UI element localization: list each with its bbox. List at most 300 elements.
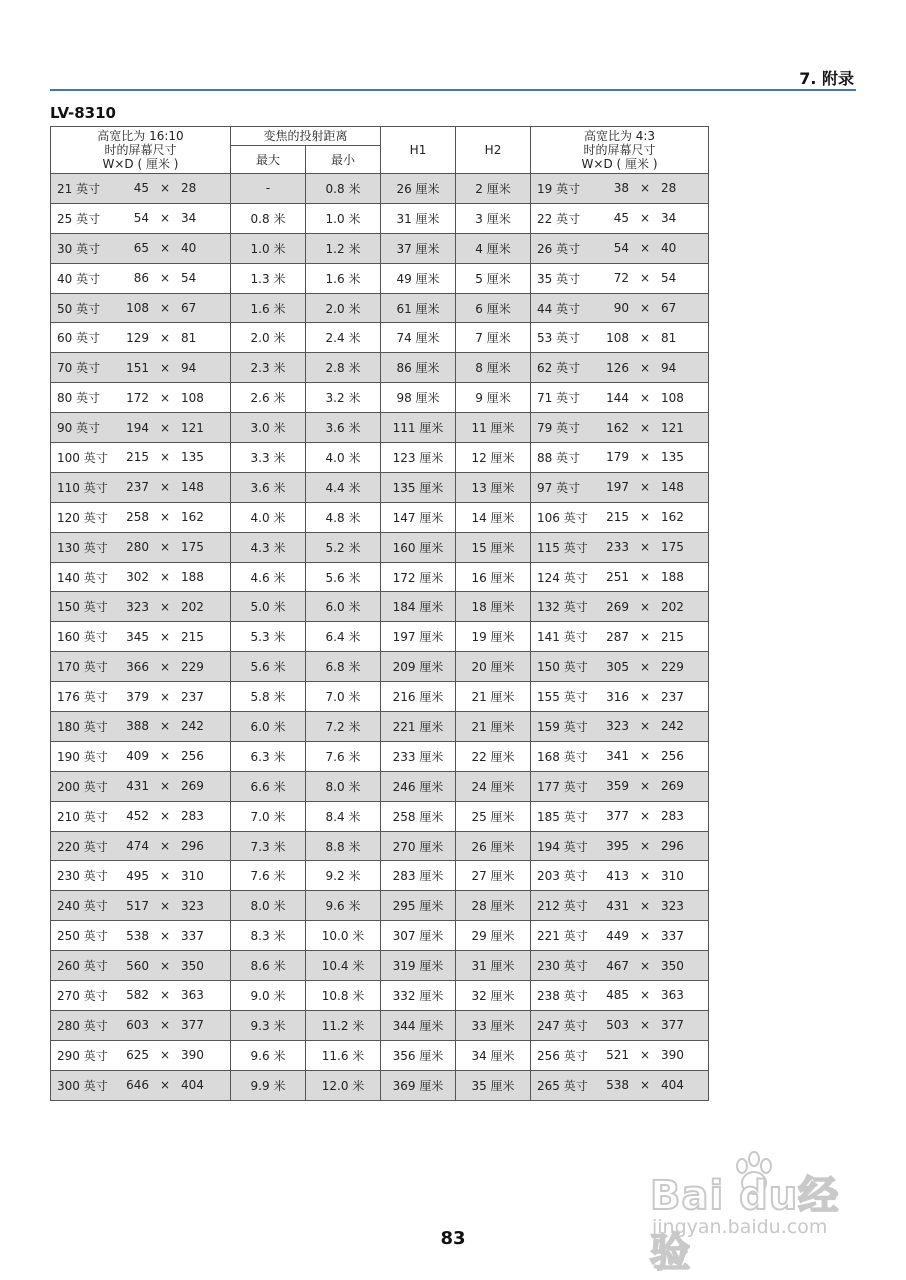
table-row — [51, 801, 709, 831]
h2-value: 19 厘米 — [456, 622, 531, 652]
table-row — [51, 981, 709, 1011]
zoom-max: 1.3 米 — [231, 263, 306, 293]
times-sign: × — [639, 330, 651, 345]
screen-depth: 67 — [181, 301, 197, 315]
screen-depth: 337 — [661, 928, 684, 943]
diagonal-size: 141 英寸 — [537, 630, 588, 645]
screen-depth: 215 — [661, 629, 684, 644]
zoom-max: 0.8 米 — [231, 203, 306, 233]
screen-size-16-10 — [51, 861, 231, 891]
table-row — [51, 472, 709, 502]
h1-value: 111 厘米 — [381, 413, 456, 443]
h1-value: 307 厘米 — [381, 921, 456, 951]
times-sign: × — [639, 450, 651, 465]
h2-value: 20 厘米 — [456, 652, 531, 682]
screen-size-16-10 — [51, 383, 231, 413]
header-zoom-distance: 变焦的投射距离 — [231, 127, 381, 146]
diagonal-size: 180 英寸 — [57, 719, 108, 734]
table-row — [51, 741, 709, 771]
times-sign: × — [639, 420, 651, 435]
h2-value: 5 厘米 — [456, 263, 531, 293]
screen-depth: 40 — [181, 241, 197, 256]
zoom-min: 7.6 米 — [306, 741, 381, 771]
screen-depth: 67 — [661, 301, 677, 315]
screen-size-16-10 — [51, 682, 231, 712]
times-sign: × — [159, 570, 171, 585]
zoom-max: 4.6 米 — [231, 562, 306, 592]
screen-width: 194 — [126, 420, 149, 435]
table-row — [51, 233, 709, 263]
diagonal-size: 190 英寸 — [57, 749, 108, 764]
zoom-max: 3.6 米 — [231, 472, 306, 502]
screen-depth: 390 — [661, 1048, 684, 1063]
screen-depth: 54 — [661, 271, 677, 286]
times-sign: × — [159, 420, 171, 435]
table-row — [51, 203, 709, 233]
zoom-min: 6.4 米 — [306, 622, 381, 652]
diagonal-size: 62 英寸 — [537, 361, 581, 376]
h1-value: 270 厘米 — [381, 831, 456, 861]
times-sign: × — [159, 450, 171, 465]
zoom-min: 1.6 米 — [306, 263, 381, 293]
h1-value: 31 厘米 — [381, 203, 456, 233]
times-sign: × — [639, 540, 651, 555]
screen-size-16-10 — [51, 771, 231, 801]
zoom-max: 1.0 米 — [231, 233, 306, 263]
h1-value: 147 厘米 — [381, 502, 456, 532]
screen-width: 90 — [613, 301, 630, 315]
screen-size-4-3 — [531, 771, 709, 801]
screen-size-4-3 — [531, 1010, 709, 1040]
screen-size-16-10 — [51, 174, 231, 204]
h1-value: 258 厘米 — [381, 801, 456, 831]
times-sign: × — [159, 181, 171, 196]
diagonal-size: 220 英寸 — [57, 839, 108, 854]
screen-size-16-10 — [51, 293, 231, 323]
header-h2: H2 — [456, 127, 531, 174]
screen-width: 215 — [126, 450, 149, 465]
times-sign: × — [159, 928, 171, 943]
table-row — [51, 323, 709, 353]
zoom-min: 8.8 米 — [306, 831, 381, 861]
screen-width: 269 — [606, 599, 630, 614]
screen-width: 388 — [126, 719, 149, 734]
screen-width: 72 — [613, 271, 630, 286]
screen-size-4-3 — [531, 1070, 709, 1100]
screen-size-4-3 — [531, 413, 709, 443]
times-sign: × — [159, 599, 171, 614]
screen-width: 215 — [606, 510, 630, 525]
zoom-max: 3.0 米 — [231, 413, 306, 443]
screen-depth: 323 — [661, 898, 684, 913]
h1-value: 184 厘米 — [381, 592, 456, 622]
times-sign: × — [159, 629, 171, 644]
zoom-min: 2.4 米 — [306, 323, 381, 353]
watermark-text: Bai du经验 — [650, 1173, 840, 1276]
h1-value: 221 厘米 — [381, 712, 456, 742]
model-title: LV-8310 — [50, 104, 116, 122]
screen-depth: 283 — [181, 809, 204, 824]
h2-value: 8 厘米 — [456, 353, 531, 383]
screen-width: 345 — [126, 629, 149, 644]
times-sign: × — [639, 988, 651, 1003]
screen-width: 452 — [126, 809, 149, 824]
zoom-max: 9.3 米 — [231, 1010, 306, 1040]
h1-value: 283 厘米 — [381, 861, 456, 891]
times-sign: × — [159, 360, 171, 375]
screen-width: 108 — [606, 330, 630, 345]
diagonal-size: 140 英寸 — [57, 570, 108, 585]
zoom-max: 2.3 米 — [231, 353, 306, 383]
diagonal-size: 212 英寸 — [537, 899, 588, 914]
times-sign: × — [159, 958, 171, 973]
h2-value: 2 厘米 — [456, 174, 531, 204]
screen-size-4-3 — [531, 891, 709, 921]
screen-depth: 121 — [661, 420, 684, 435]
h1-value: 61 厘米 — [381, 293, 456, 323]
zoom-min: 1.0 米 — [306, 203, 381, 233]
zoom-max: 7.3 米 — [231, 831, 306, 861]
times-sign: × — [159, 839, 171, 854]
h2-value: 28 厘米 — [456, 891, 531, 921]
diagonal-size: 106 英寸 — [537, 510, 588, 525]
zoom-min: 10.0 米 — [306, 921, 381, 951]
zoom-max: 3.3 米 — [231, 443, 306, 473]
screen-width: 560 — [126, 958, 149, 973]
screen-depth: 202 — [661, 599, 684, 614]
zoom-max: 5.6 米 — [231, 652, 306, 682]
diagonal-size: 80 英寸 — [57, 391, 101, 406]
h2-value: 29 厘米 — [456, 921, 531, 951]
screen-width: 603 — [126, 1018, 149, 1033]
times-sign: × — [159, 301, 171, 315]
diagonal-size: 22 英寸 — [537, 211, 581, 226]
zoom-min: 10.4 米 — [306, 951, 381, 981]
screen-width: 538 — [606, 1078, 630, 1093]
zoom-min: 10.8 米 — [306, 981, 381, 1011]
times-sign: × — [639, 599, 651, 614]
screen-width: 162 — [606, 420, 630, 435]
diagonal-size: 50 英寸 — [57, 301, 101, 316]
screen-width: 366 — [126, 659, 149, 674]
h2-value: 34 厘米 — [456, 1040, 531, 1070]
screen-width: 431 — [126, 779, 149, 794]
times-sign: × — [159, 809, 171, 824]
diagonal-size: 194 英寸 — [537, 839, 588, 854]
h1-value: 86 厘米 — [381, 353, 456, 383]
diagonal-size: 221 英寸 — [537, 929, 588, 944]
times-sign: × — [159, 1048, 171, 1063]
diagonal-size: 120 英寸 — [57, 510, 108, 525]
screen-size-4-3 — [531, 263, 709, 293]
times-sign: × — [159, 540, 171, 555]
table-row — [51, 891, 709, 921]
diagonal-size: 230 英寸 — [57, 869, 108, 884]
screen-depth: 256 — [181, 749, 204, 764]
screen-width: 431 — [606, 898, 630, 913]
screen-depth: 188 — [181, 570, 204, 585]
screen-size-16-10 — [51, 562, 231, 592]
times-sign: × — [159, 659, 171, 674]
times-sign: × — [159, 868, 171, 883]
h2-value: 3 厘米 — [456, 203, 531, 233]
screen-size-4-3 — [531, 353, 709, 383]
h1-value: 135 厘米 — [381, 472, 456, 502]
screen-size-4-3 — [531, 831, 709, 861]
h1-value: 26 厘米 — [381, 174, 456, 204]
zoom-min: 7.0 米 — [306, 682, 381, 712]
screen-width: 172 — [126, 390, 149, 405]
table-row — [51, 263, 709, 293]
screen-depth: 404 — [181, 1078, 204, 1093]
times-sign: × — [639, 659, 651, 674]
h2-value: 7 厘米 — [456, 323, 531, 353]
h2-value: 21 厘米 — [456, 682, 531, 712]
diagonal-size: 230 英寸 — [537, 959, 588, 974]
screen-depth: 162 — [661, 510, 684, 525]
zoom-min: 4.0 米 — [306, 443, 381, 473]
screen-depth: 54 — [181, 271, 197, 286]
zoom-min: 3.2 米 — [306, 383, 381, 413]
diagonal-size: 170 英寸 — [57, 660, 108, 675]
times-sign: × — [639, 510, 651, 525]
zoom-min: 12.0 米 — [306, 1070, 381, 1100]
table-row — [51, 293, 709, 323]
table-row — [51, 174, 709, 204]
diagonal-size: 155 英寸 — [537, 690, 588, 705]
zoom-max: 7.6 米 — [231, 861, 306, 891]
screen-depth: 81 — [661, 330, 677, 345]
screen-depth: 310 — [181, 868, 204, 883]
chapter-title: 7. 附录 — [799, 69, 854, 88]
screen-width: 45 — [133, 181, 149, 196]
h2-value: 9 厘米 — [456, 383, 531, 413]
diagonal-size: 177 英寸 — [537, 779, 588, 794]
screen-depth: 404 — [661, 1078, 684, 1093]
zoom-max: 9.9 米 — [231, 1070, 306, 1100]
screen-size-4-3 — [531, 233, 709, 263]
screen-depth: 94 — [661, 360, 677, 375]
screen-depth: 108 — [181, 390, 204, 405]
table-row — [51, 652, 709, 682]
screen-size-16-10 — [51, 592, 231, 622]
diagonal-size: 247 英寸 — [537, 1018, 588, 1033]
h1-value: 37 厘米 — [381, 233, 456, 263]
diagonal-size: 35 英寸 — [537, 271, 581, 286]
h1-value: 172 厘米 — [381, 562, 456, 592]
screen-depth: 363 — [661, 988, 684, 1003]
screen-size-4-3 — [531, 1040, 709, 1070]
screen-depth: 148 — [661, 480, 684, 495]
screen-width: 233 — [606, 540, 630, 555]
screen-size-4-3 — [531, 981, 709, 1011]
h2-value: 18 厘米 — [456, 592, 531, 622]
zoom-max: 8.0 米 — [231, 891, 306, 921]
times-sign: × — [639, 868, 651, 883]
times-sign: × — [159, 1018, 171, 1033]
diagonal-size: 270 英寸 — [57, 988, 108, 1003]
times-sign: × — [159, 241, 171, 256]
screen-size-16-10 — [51, 263, 231, 293]
screen-depth: 269 — [661, 779, 684, 794]
times-sign: × — [639, 390, 651, 405]
screen-width: 54 — [613, 241, 630, 256]
screen-size-16-10 — [51, 1070, 231, 1100]
table-row — [51, 1010, 709, 1040]
h1-value: 246 厘米 — [381, 771, 456, 801]
screen-width: 302 — [126, 570, 149, 585]
table-row — [51, 443, 709, 473]
screen-depth: 121 — [181, 420, 204, 435]
diagonal-size: 210 英寸 — [57, 809, 108, 824]
screen-width: 86 — [133, 271, 149, 286]
diagonal-size: 130 英寸 — [57, 540, 108, 555]
times-sign: × — [639, 928, 651, 943]
table-row — [51, 562, 709, 592]
zoom-min: 11.6 米 — [306, 1040, 381, 1070]
screen-depth: 202 — [181, 599, 204, 614]
screen-depth: 237 — [661, 689, 684, 704]
zoom-max: 9.6 米 — [231, 1040, 306, 1070]
zoom-max: 1.6 米 — [231, 293, 306, 323]
screen-size-4-3 — [531, 532, 709, 562]
screen-width: 538 — [126, 928, 149, 943]
times-sign: × — [639, 181, 651, 196]
screen-size-16-10 — [51, 891, 231, 921]
times-sign: × — [639, 958, 651, 973]
screen-depth: 175 — [181, 540, 204, 555]
times-sign: × — [639, 689, 651, 704]
screen-depth: 296 — [661, 839, 684, 854]
header-min: 最小 — [306, 146, 381, 174]
h2-value: 31 厘米 — [456, 951, 531, 981]
screen-depth: 28 — [181, 181, 197, 196]
screen-width: 197 — [606, 480, 630, 495]
diagonal-size: 97 英寸 — [537, 480, 581, 495]
zoom-min: 5.6 米 — [306, 562, 381, 592]
diagonal-size: 88 英寸 — [537, 450, 581, 465]
diagonal-size: 40 英寸 — [57, 271, 101, 286]
screen-size-16-10 — [51, 532, 231, 562]
zoom-max: 8.6 米 — [231, 951, 306, 981]
screen-width: 126 — [606, 360, 630, 375]
times-sign: × — [159, 898, 171, 913]
header-max: 最大 — [231, 146, 306, 174]
diagonal-size: 238 英寸 — [537, 988, 588, 1003]
screen-width: 151 — [126, 360, 149, 375]
table-row — [51, 861, 709, 891]
screen-size-4-3 — [531, 622, 709, 652]
screen-size-16-10 — [51, 981, 231, 1011]
screen-width: 38 — [613, 181, 630, 196]
diagonal-size: 240 英寸 — [57, 899, 108, 914]
screen-depth: 229 — [661, 659, 684, 674]
screen-depth: 323 — [181, 898, 204, 913]
diagonal-size: 160 英寸 — [57, 630, 108, 645]
h1-value: 356 厘米 — [381, 1040, 456, 1070]
screen-width: 287 — [606, 629, 630, 644]
times-sign: × — [639, 1018, 651, 1033]
screen-depth: 94 — [181, 360, 197, 375]
h2-value: 16 厘米 — [456, 562, 531, 592]
diagonal-size: 21 英寸 — [57, 181, 101, 196]
table-row — [51, 712, 709, 742]
screen-depth: 337 — [181, 928, 204, 943]
table-row — [51, 592, 709, 622]
screen-depth: 215 — [181, 629, 204, 644]
diagonal-size: 90 英寸 — [57, 421, 101, 436]
h1-value: 332 厘米 — [381, 981, 456, 1011]
screen-depth: 377 — [661, 1018, 684, 1033]
zoom-min: 5.2 米 — [306, 532, 381, 562]
zoom-max: 5.3 米 — [231, 622, 306, 652]
screen-depth: 296 — [181, 839, 204, 854]
zoom-min: 3.6 米 — [306, 413, 381, 443]
screen-width: 395 — [606, 839, 630, 854]
times-sign: × — [639, 839, 651, 854]
screen-depth: 108 — [661, 390, 684, 405]
screen-size-16-10 — [51, 413, 231, 443]
h2-value: 22 厘米 — [456, 741, 531, 771]
table-row — [51, 622, 709, 652]
h1-value: 74 厘米 — [381, 323, 456, 353]
screen-size-16-10 — [51, 502, 231, 532]
h1-value: 319 厘米 — [381, 951, 456, 981]
screen-depth: 148 — [181, 480, 204, 495]
screen-width: 65 — [133, 241, 149, 256]
screen-depth: 34 — [181, 211, 197, 226]
diagonal-size: 19 英寸 — [537, 181, 581, 196]
zoom-min: 2.8 米 — [306, 353, 381, 383]
times-sign: × — [639, 241, 651, 256]
screen-width: 503 — [606, 1018, 630, 1033]
diagonal-size: 25 英寸 — [57, 211, 101, 226]
zoom-max: - — [231, 174, 306, 204]
h1-value: 216 厘米 — [381, 682, 456, 712]
times-sign: × — [639, 809, 651, 824]
table-row — [51, 532, 709, 562]
screen-size-16-10 — [51, 921, 231, 951]
h1-value: 160 厘米 — [381, 532, 456, 562]
diagonal-size: 300 英寸 — [57, 1078, 108, 1093]
times-sign: × — [159, 988, 171, 1003]
table-row — [51, 1040, 709, 1070]
screen-depth: 256 — [661, 749, 684, 764]
diagonal-size: 203 英寸 — [537, 869, 588, 884]
diagonal-size: 176 英寸 — [57, 690, 108, 705]
screen-size-16-10 — [51, 1010, 231, 1040]
h1-value: 295 厘米 — [381, 891, 456, 921]
screen-depth: 28 — [661, 181, 677, 196]
screen-width: 251 — [606, 570, 630, 585]
times-sign: × — [639, 1078, 651, 1093]
table-row — [51, 1070, 709, 1100]
zoom-min: 4.8 米 — [306, 502, 381, 532]
screen-depth: 229 — [181, 659, 204, 674]
zoom-max: 2.0 米 — [231, 323, 306, 353]
times-sign: × — [639, 898, 651, 913]
table-row — [51, 383, 709, 413]
screen-depth: 242 — [661, 719, 684, 734]
screen-size-4-3 — [531, 592, 709, 622]
times-sign: × — [159, 1078, 171, 1093]
zoom-max: 8.3 米 — [231, 921, 306, 951]
h2-value: 13 厘米 — [456, 472, 531, 502]
screen-size-4-3 — [531, 652, 709, 682]
zoom-max: 9.0 米 — [231, 981, 306, 1011]
screen-width: 413 — [606, 868, 630, 883]
zoom-max: 2.6 米 — [231, 383, 306, 413]
